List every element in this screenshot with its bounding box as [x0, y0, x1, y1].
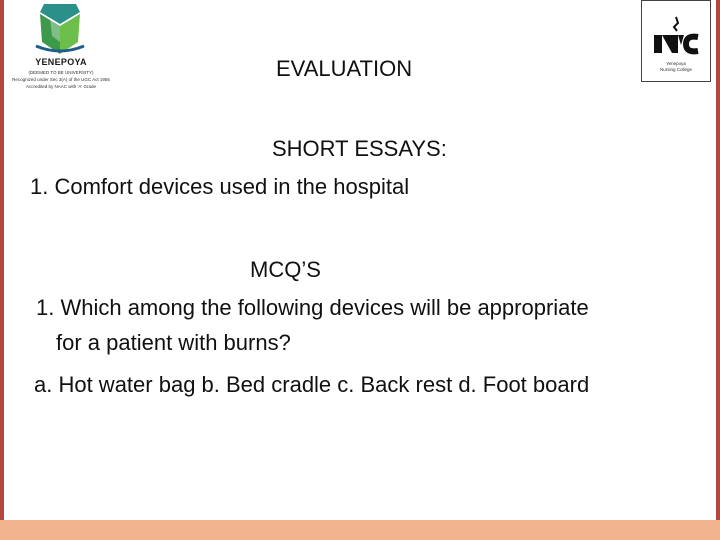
mcq-options: a. Hot water bag b. Bed cradle c. Back rest d. Foot board — [34, 372, 590, 397]
mcq-question-line1: 1. Which among the following devices will be appropriate — [36, 295, 589, 320]
nursing-college-logo — [641, 0, 711, 82]
yenepoya-university-logo — [6, 2, 126, 97]
bottom-accent-band — [0, 520, 720, 540]
short-essay-item: 1. Comfort devices used in the hospital — [30, 174, 410, 199]
university-subtitle: (DEEMED TO BE UNIVERSITY) — [28, 70, 94, 75]
university-name: YENEPOYA — [35, 57, 87, 67]
mcq-question-line2: for a patient with burns? — [56, 330, 291, 355]
college-name-line2: Nursing College — [659, 67, 693, 72]
mcq-heading: MCQ’S — [250, 257, 321, 282]
university-accreditation: Accredited by NAAC with 'A' Grade — [26, 84, 96, 89]
college-name-line1: Yenepoya — [666, 61, 686, 66]
shield-emblem-icon — [34, 2, 86, 56]
university-recognition: Recognized under Sec 3(A) of the UGC Act 1956 — [12, 77, 110, 82]
short-essays-heading: SHORT ESSAYS: — [272, 136, 447, 161]
slide-title: EVALUATION — [276, 56, 413, 81]
nyc-emblem-icon — [650, 15, 702, 57]
